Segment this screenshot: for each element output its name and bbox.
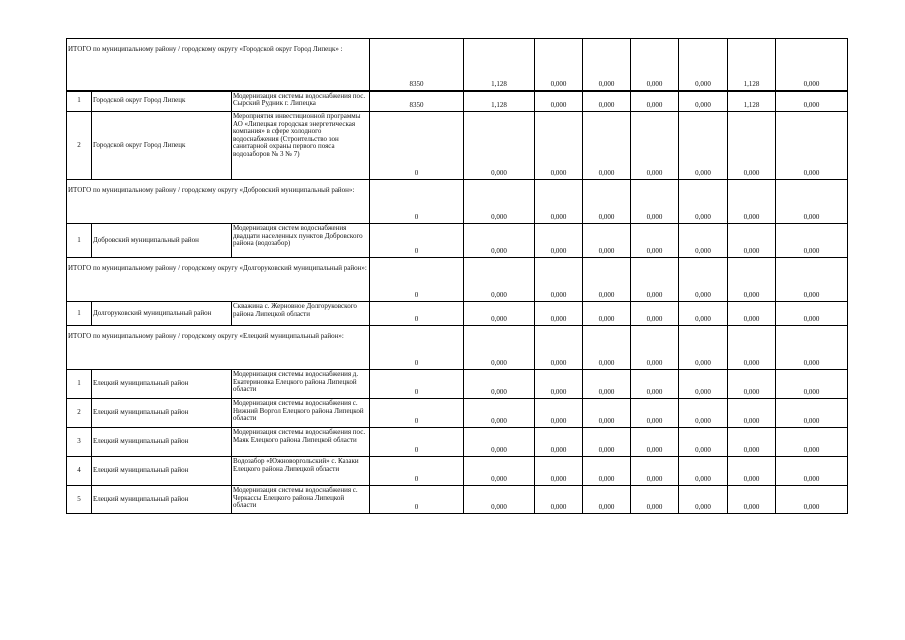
value-cell-1: 0 xyxy=(370,399,464,428)
value-cell-8: 0,000 xyxy=(776,180,848,224)
value-cell-2: 1,128 xyxy=(464,91,535,112)
value-cell-8: 0,000 xyxy=(776,399,848,428)
investment-table xyxy=(66,38,848,514)
value-cell-7: 1,128 xyxy=(728,91,776,112)
value-cell-2: 0,000 xyxy=(464,224,535,258)
value-cell-4: 0,000 xyxy=(583,224,631,258)
district-name: Городской округ Город Липецк xyxy=(92,112,232,180)
value-cell-2: 0,000 xyxy=(464,302,535,326)
value-cell-7: 0,000 xyxy=(728,258,776,302)
measure-name: Модернизация системы водоснабжения пос. Сырский Рудник г. Липецка xyxy=(232,91,370,112)
value-cell-8: 0,000 xyxy=(776,370,848,399)
value-cell-3: 0,000 xyxy=(535,457,583,486)
value-cell-6: 0,000 xyxy=(679,224,728,258)
value-cell-6: 0,000 xyxy=(679,91,728,112)
value-cell-2: 0,000 xyxy=(464,326,535,370)
value-cell-2: 1,128 xyxy=(464,39,535,91)
value-cell-4: 0,000 xyxy=(583,180,631,224)
measure-name: Модернизация системы водоснабжения д. Екатериновка Елецкого района Липецкой области xyxy=(232,370,370,399)
value-cell-1: 0 xyxy=(370,258,464,302)
value-cell-8: 0,000 xyxy=(776,326,848,370)
measure-name: Модернизация системы водоснабжения пос. Маяк Елецкого района Липецкой области xyxy=(232,428,370,457)
value-cell-7: 0,000 xyxy=(728,112,776,180)
value-cell-2: 0,000 xyxy=(464,112,535,180)
value-cell-3: 0,000 xyxy=(535,486,583,514)
value-cell-4: 0,000 xyxy=(583,258,631,302)
value-cell-8: 0,000 xyxy=(776,91,848,112)
value-cell-7: 1,128 xyxy=(728,39,776,91)
value-cell-7: 0,000 xyxy=(728,180,776,224)
value-cell-4: 0,000 xyxy=(583,302,631,326)
value-cell-1: 0 xyxy=(370,457,464,486)
measure-name: Водозабор «Южноворгольский» с. Казаки Елецкого района Липецкой области xyxy=(232,457,370,486)
value-cell-1: 0 xyxy=(370,112,464,180)
value-cell-4: 0,000 xyxy=(583,399,631,428)
district-name: Елецкий муниципальный район xyxy=(92,457,232,486)
value-cell-5: 0,000 xyxy=(631,302,679,326)
measure-name: Модернизация систем водоснабжения двадцати населенных пунктов Добровского района (водозабор) xyxy=(232,224,370,258)
subtotal-label: ИТОГО по муниципальному району / городскому округу «Добровский муниципальный район»: xyxy=(67,180,370,224)
value-cell-6: 0,000 xyxy=(679,326,728,370)
value-cell-1: 0 xyxy=(370,302,464,326)
measure-name: Модернизация системы водоснабжения с. Черкассы Елецкого района Липецкой области xyxy=(232,486,370,514)
value-cell-7: 0,000 xyxy=(728,224,776,258)
value-cell-8: 0,000 xyxy=(776,428,848,457)
value-cell-4: 0,000 xyxy=(583,326,631,370)
row-number: 3 xyxy=(67,428,92,457)
value-cell-6: 0,000 xyxy=(679,486,728,514)
value-cell-4: 0,000 xyxy=(583,91,631,112)
value-cell-4: 0,000 xyxy=(583,112,631,180)
table-row xyxy=(67,370,848,399)
table-body xyxy=(67,39,848,514)
table-row xyxy=(67,457,848,486)
value-cell-4: 0,000 xyxy=(583,457,631,486)
value-cell-4: 0,000 xyxy=(583,39,631,91)
value-cell-5: 0,000 xyxy=(631,326,679,370)
district-name: Елецкий муниципальный район xyxy=(92,486,232,514)
value-cell-5: 0,000 xyxy=(631,180,679,224)
value-cell-3: 0,000 xyxy=(535,302,583,326)
subtotal-row xyxy=(67,39,848,91)
value-cell-1: 0 xyxy=(370,428,464,457)
value-cell-5: 0,000 xyxy=(631,112,679,180)
value-cell-6: 0,000 xyxy=(679,370,728,399)
value-cell-1: 0 xyxy=(370,180,464,224)
value-cell-2: 0,000 xyxy=(464,457,535,486)
measure-name: Скважина с. Жерновное Долгоруковского района Липецкой области xyxy=(232,302,370,326)
district-name: Городской округ Город Липецк xyxy=(92,91,232,112)
value-cell-5: 0,000 xyxy=(631,258,679,302)
value-cell-3: 0,000 xyxy=(535,370,583,399)
value-cell-5: 0,000 xyxy=(631,370,679,399)
value-cell-2: 0,000 xyxy=(464,428,535,457)
row-number: 2 xyxy=(67,399,92,428)
value-cell-1: 8350 xyxy=(370,91,464,112)
district-name: Долгоруковский муниципальный район xyxy=(92,302,232,326)
row-number: 1 xyxy=(67,302,92,326)
value-cell-7: 0,000 xyxy=(728,457,776,486)
value-cell-2: 0,000 xyxy=(464,370,535,399)
value-cell-3: 0,000 xyxy=(535,112,583,180)
value-cell-5: 0,000 xyxy=(631,91,679,112)
subtotal-label: ИТОГО по муниципальному району / городскому округу «Долгоруковский муниципальный район»: xyxy=(67,258,370,302)
value-cell-3: 0,000 xyxy=(535,91,583,112)
value-cell-2: 0,000 xyxy=(464,399,535,428)
row-number: 1 xyxy=(67,370,92,399)
value-cell-3: 0,000 xyxy=(535,326,583,370)
value-cell-6: 0,000 xyxy=(679,39,728,91)
value-cell-7: 0,000 xyxy=(728,326,776,370)
value-cell-4: 0,000 xyxy=(583,428,631,457)
value-cell-3: 0,000 xyxy=(535,224,583,258)
measure-name: Мероприятия инвестиционной программы АО «Липецкая городская энергетическая компания» в сфере холодного водоснабжения (Строительство зон санитарной охраны первого пояса водозаборов № 3 № 7) xyxy=(232,112,370,180)
table-row xyxy=(67,224,848,258)
value-cell-7: 0,000 xyxy=(728,428,776,457)
value-cell-2: 0,000 xyxy=(464,486,535,514)
investment-table-page xyxy=(66,38,847,568)
table-row xyxy=(67,112,848,180)
table-row xyxy=(67,399,848,428)
value-cell-6: 0,000 xyxy=(679,428,728,457)
value-cell-8: 0,000 xyxy=(776,39,848,91)
value-cell-8: 0,000 xyxy=(776,224,848,258)
row-number: 1 xyxy=(67,224,92,258)
value-cell-8: 0,000 xyxy=(776,258,848,302)
value-cell-5: 0,000 xyxy=(631,224,679,258)
measure-name: Модернизация системы водоснабжения с. Нижний Воргол Елецкого района Липецкой области xyxy=(232,399,370,428)
value-cell-6: 0,000 xyxy=(679,302,728,326)
subtotal-label: ИТОГО по муниципальному району / городскому округу «Елецкий муниципальный район»: xyxy=(67,326,370,370)
value-cell-6: 0,000 xyxy=(679,112,728,180)
value-cell-7: 0,000 xyxy=(728,302,776,326)
value-cell-5: 0,000 xyxy=(631,39,679,91)
subtotal-row xyxy=(67,180,848,224)
value-cell-2: 0,000 xyxy=(464,258,535,302)
value-cell-1: 0 xyxy=(370,486,464,514)
subtotal-row xyxy=(67,326,848,370)
row-number: 2 xyxy=(67,112,92,180)
value-cell-1: 0 xyxy=(370,224,464,258)
table-row xyxy=(67,91,848,112)
value-cell-2: 0,000 xyxy=(464,180,535,224)
value-cell-6: 0,000 xyxy=(679,399,728,428)
table-row xyxy=(67,486,848,514)
value-cell-5: 0,000 xyxy=(631,486,679,514)
table-row xyxy=(67,428,848,457)
table-row xyxy=(67,302,848,326)
value-cell-4: 0,000 xyxy=(583,486,631,514)
district-name: Елецкий муниципальный район xyxy=(92,428,232,457)
value-cell-8: 0,000 xyxy=(776,112,848,180)
value-cell-3: 0,000 xyxy=(535,428,583,457)
value-cell-3: 0,000 xyxy=(535,399,583,428)
district-name: Елецкий муниципальный район xyxy=(92,399,232,428)
subtotal-row xyxy=(67,258,848,302)
value-cell-1: 0 xyxy=(370,326,464,370)
value-cell-5: 0,000 xyxy=(631,457,679,486)
value-cell-5: 0,000 xyxy=(631,399,679,428)
value-cell-4: 0,000 xyxy=(583,370,631,399)
value-cell-6: 0,000 xyxy=(679,258,728,302)
value-cell-1: 8350 xyxy=(370,39,464,91)
value-cell-5: 0,000 xyxy=(631,428,679,457)
value-cell-3: 0,000 xyxy=(535,258,583,302)
value-cell-3: 0,000 xyxy=(535,180,583,224)
value-cell-7: 0,000 xyxy=(728,399,776,428)
row-number: 5 xyxy=(67,486,92,514)
value-cell-6: 0,000 xyxy=(679,457,728,486)
value-cell-8: 0,000 xyxy=(776,302,848,326)
row-number: 1 xyxy=(67,91,92,112)
value-cell-3: 0,000 xyxy=(535,39,583,91)
value-cell-8: 0,000 xyxy=(776,486,848,514)
value-cell-7: 0,000 xyxy=(728,486,776,514)
value-cell-1: 0 xyxy=(370,370,464,399)
district-name: Добровский муниципальный район xyxy=(92,224,232,258)
row-number: 4 xyxy=(67,457,92,486)
value-cell-7: 0,000 xyxy=(728,370,776,399)
value-cell-6: 0,000 xyxy=(679,180,728,224)
subtotal-label: ИТОГО по муниципальному району / городскому округу «Городской округ Город Липецк» : xyxy=(67,39,370,91)
value-cell-8: 0,000 xyxy=(776,457,848,486)
district-name: Елецкий муниципальный район xyxy=(92,370,232,399)
